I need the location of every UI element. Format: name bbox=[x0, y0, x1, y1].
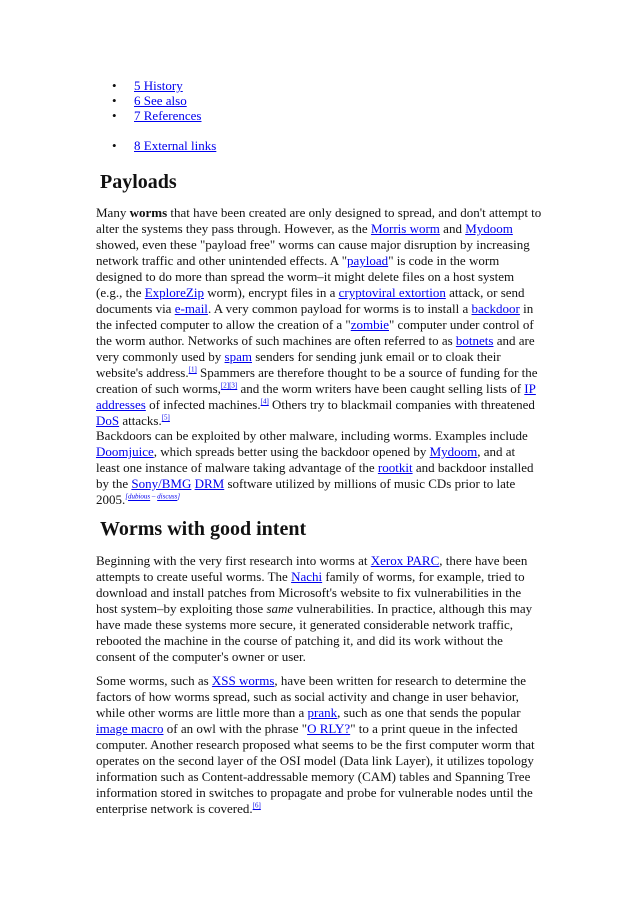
text: Beginning with the very first research into worms at bbox=[96, 553, 371, 568]
bold-term-worms: worms bbox=[129, 205, 168, 220]
text: showed, even these "payload free" worms can cause major disruption by increasing network traffic and other unintended effects. A " bbox=[96, 237, 530, 268]
text: that have been created are only designed to spread, and don't attempt to alter the systems they pass through. However, as the bbox=[96, 205, 542, 236]
link-email[interactable]: e-mail bbox=[174, 301, 208, 316]
link-xss-worms[interactable]: XSS worms bbox=[211, 673, 275, 688]
link-dubious[interactable]: dubious bbox=[127, 492, 151, 501]
link-xerox-parc[interactable]: Xerox PARC bbox=[370, 553, 440, 568]
text: family of worms, for example, tried to download and install patches from Microsoft's website to fix vulnerabilities in the host system–by exploiting those bbox=[96, 569, 525, 616]
text: , there have been attempts to create useful worms. The bbox=[96, 553, 528, 584]
link-spam[interactable]: spam bbox=[224, 349, 252, 364]
text: Backdoors can be exploited by other malware, including worms. Examples include bbox=[96, 428, 528, 443]
link-payload[interactable]: payload bbox=[347, 253, 389, 268]
text: " to a print queue in the infected computer. Another research proposed what seems to be the first computer worm that operates on the second layer of the OSI model (Data link Layer), it utilizes topology information such as Content-addressable memory (CAM) tables and Spanning Tree information stored in switches to propagate and probe for vulnerable nodes until the enterprise network is covered. bbox=[96, 721, 535, 816]
citation-5[interactable]: [5] bbox=[161, 413, 170, 422]
link-nachi[interactable]: Nachi bbox=[291, 569, 323, 584]
link-botnets[interactable]: botnets bbox=[455, 333, 494, 348]
text: and bbox=[439, 221, 466, 236]
toc-link-references[interactable]: 7 References bbox=[134, 108, 202, 123]
link-drm[interactable]: DRM bbox=[194, 476, 225, 491]
text: attack, or send documents via bbox=[96, 285, 525, 316]
text: and the worm writers have been caught selling lists of bbox=[237, 381, 525, 396]
toc-item-references bbox=[96, 108, 216, 123]
text: . A very common payload for worms is to install a bbox=[207, 301, 472, 316]
toc-item-external-links bbox=[96, 138, 216, 153]
text: Some worms, such as bbox=[96, 673, 212, 688]
toc-link-history[interactable]: 5 History bbox=[134, 78, 183, 93]
link-morris-worm[interactable]: Morris worm bbox=[370, 221, 440, 236]
link-mydoom-2[interactable]: Mydoom bbox=[429, 444, 478, 459]
toc-link-see-also[interactable]: 6 See also bbox=[134, 93, 187, 108]
text: " is code in the worm designed to do more than spread the worm–it might delete files on a host system (e.g., the bbox=[96, 253, 515, 300]
text: vulnerabilities. In practice, although this may have made these systems more secure, it generated considerable network traffic, rebooted the machine in the course of patching it, and did its work without the consent of the computer's owner or user. bbox=[96, 601, 533, 664]
text: Others try to blackmail companies with threatened bbox=[268, 397, 535, 412]
toc-link-external-links[interactable]: 8 External links bbox=[134, 138, 217, 153]
good-intent-heading: Worms with good intent bbox=[100, 518, 307, 540]
text: and backdoor installed by the bbox=[96, 460, 534, 491]
text: , have been written for research to determine the factors of how worms spread, such as social activity and change in user behavior, while other worms are little more than a bbox=[96, 673, 526, 720]
table-of-contents bbox=[96, 78, 216, 153]
link-mydoom[interactable]: Mydoom bbox=[465, 221, 513, 236]
link-explorezip[interactable]: ExploreZip bbox=[144, 285, 204, 300]
citation-1[interactable]: [1] bbox=[188, 365, 197, 374]
link-backdoor[interactable]: backdoor bbox=[471, 301, 520, 316]
link-sony-bmg[interactable]: Sony/BMG bbox=[131, 476, 192, 491]
payloads-heading: Payloads bbox=[100, 171, 177, 193]
link-discuss[interactable]: discuss bbox=[157, 492, 178, 501]
citation-4[interactable]: [4] bbox=[260, 397, 269, 406]
link-dos[interactable]: DoS bbox=[96, 413, 120, 428]
link-zombie[interactable]: zombie bbox=[350, 317, 389, 332]
citation-6[interactable]: [6] bbox=[252, 801, 261, 810]
text: attacks. bbox=[119, 413, 162, 428]
toc-item-history bbox=[96, 78, 216, 93]
text: worm), encrypt files in a bbox=[203, 285, 339, 300]
link-rootkit[interactable]: rootkit bbox=[377, 460, 413, 475]
text: , and at least one instance of malware taking advantage of the bbox=[96, 444, 516, 475]
text: Many bbox=[96, 205, 130, 220]
good-intent-paragraph-1 bbox=[96, 553, 542, 665]
payloads-paragraph-2 bbox=[96, 428, 542, 508]
citation-3[interactable]: [3] bbox=[229, 381, 238, 390]
payloads-paragraph-1 bbox=[96, 205, 542, 429]
text: and are very commonly used by bbox=[96, 333, 535, 364]
text: in the infected computer to allow the creation of a " bbox=[96, 301, 534, 332]
text: senders for sending junk email or to cloak their website's address. bbox=[96, 349, 501, 380]
good-intent-paragraph-2 bbox=[96, 673, 542, 817]
text: , which spreads better using the backdoor opened by bbox=[153, 444, 430, 459]
link-image-macro[interactable]: image macro bbox=[96, 721, 164, 736]
link-prank[interactable]: prank bbox=[307, 705, 338, 720]
toc-item-see-also bbox=[96, 93, 216, 108]
link-o-rly[interactable]: O RLY? bbox=[307, 721, 351, 736]
link-cryptoviral-extortion[interactable]: cryptoviral extortion bbox=[338, 285, 446, 300]
text: Spammers are therefore thought to be a source of funding for the creation of such worms, bbox=[96, 365, 538, 396]
link-doomjuice[interactable]: Doomjuice bbox=[96, 444, 154, 459]
citation-2[interactable]: [2] bbox=[220, 381, 230, 390]
text: " computer under control of the worm author. Networks of such machines are often referred to as bbox=[96, 317, 534, 348]
text: , such as one that sends the popular bbox=[337, 705, 521, 720]
dubious-discuss-note: [dubious – discuss] bbox=[125, 492, 181, 501]
text: of an owl with the phrase " bbox=[163, 721, 308, 736]
link-ip-addresses[interactable]: IP addresses bbox=[96, 381, 536, 412]
text: of infected machines. bbox=[145, 397, 261, 412]
italic-same: same bbox=[266, 601, 294, 616]
text: software utilized by millions of music CDs prior to late 2005. bbox=[96, 476, 516, 507]
